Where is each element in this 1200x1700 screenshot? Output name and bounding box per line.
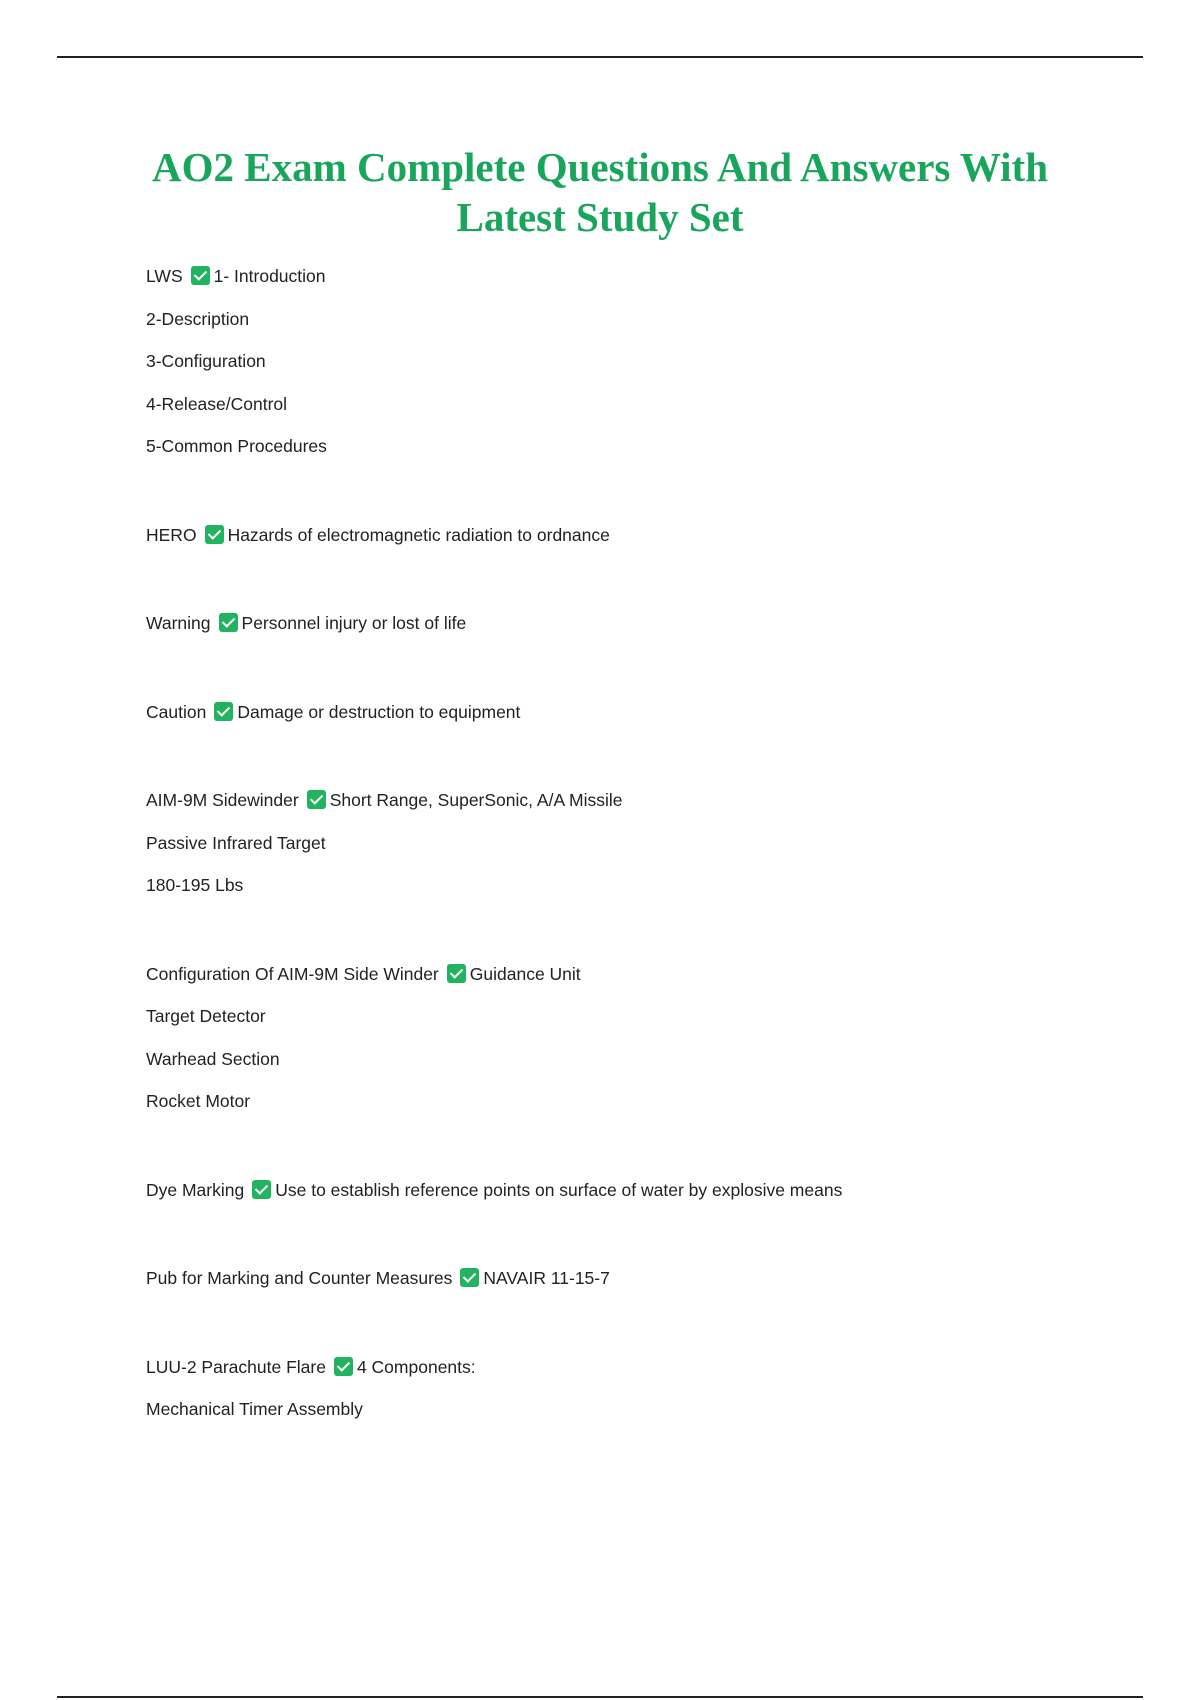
qa-answer: Personnel injury or lost of life (241, 613, 467, 633)
qa-extra-line: Target Detector (146, 1006, 266, 1026)
qa-extra-line: 180-195 Lbs (146, 875, 244, 895)
entry-gap (146, 1130, 1146, 1176)
check-box-icon (219, 613, 238, 632)
qa-answer: Use to establish reference points on surface of water by explosive means (275, 1179, 843, 1200)
qa-answer: Hazards of electromagnetic radiation to ordnance (227, 524, 610, 545)
header-rule (57, 56, 1143, 58)
check-box-icon (191, 266, 210, 285)
qa-list (146, 262, 1146, 1438)
qa-extra-line: Rocket Motor (146, 1091, 251, 1111)
qa-extra-line: 5-Common Procedures (146, 436, 327, 456)
qa-term: LUU-2 Parachute Flare (146, 1356, 326, 1377)
qa-answer: Damage or destruction to equipment (237, 701, 521, 722)
qa-entry (146, 609, 1146, 652)
check-box-icon (307, 790, 326, 809)
qa-line (146, 609, 1146, 652)
entry-gap (146, 475, 1146, 521)
qa-answer: NAVAIR 11-15-7 (483, 1268, 610, 1288)
check-box-icon (252, 1180, 271, 1199)
qa-entry (146, 786, 1146, 914)
entry-gap (146, 1218, 1146, 1264)
qa-answer: 4 Components: (356, 1356, 476, 1377)
qa-extra-line: 4-Release/Control (146, 393, 288, 414)
check-box-icon (460, 1268, 479, 1287)
qa-line (146, 521, 1146, 564)
qa-term: AIM-9M Sidewinder (146, 790, 299, 810)
qa-entry (146, 1353, 1146, 1438)
qa-term: Dye Marking (146, 1179, 245, 1200)
qa-line (146, 960, 1146, 1003)
qa-extra-line: 2-Description (146, 308, 250, 329)
qa-extra-line: Mechanical Timer Assembly (146, 1399, 363, 1419)
qa-entry (146, 960, 1146, 1130)
qa-line (146, 786, 1146, 829)
qa-line (146, 1176, 1146, 1219)
qa-line (146, 1353, 1146, 1396)
qa-term: Pub for Marking and Counter Measures (146, 1268, 453, 1288)
entry-gap (146, 914, 1146, 960)
qa-line (146, 1264, 1146, 1307)
check-box-icon (334, 1357, 353, 1376)
qa-entry (146, 1176, 1146, 1219)
qa-answer: Guidance Unit (469, 963, 581, 984)
qa-extra-line: Warhead Section (146, 1048, 280, 1069)
check-box-icon (447, 964, 466, 983)
qa-term: Caution (146, 701, 207, 722)
qa-answer: 1- Introduction (213, 266, 326, 286)
check-box-icon (205, 525, 224, 544)
qa-term: Warning (146, 613, 211, 633)
qa-entry (146, 698, 1146, 741)
qa-extra-line: Passive Infrared Target (146, 832, 326, 853)
check-box-icon (214, 702, 233, 721)
entry-gap (146, 740, 1146, 786)
qa-extra-line: 3-Configuration (146, 351, 266, 371)
qa-answer: Short Range, SuperSonic, A/A Missile (329, 790, 623, 810)
qa-term: LWS (146, 266, 183, 286)
qa-line (146, 698, 1146, 741)
entry-gap (146, 1307, 1146, 1353)
qa-entry (146, 1264, 1146, 1307)
entry-gap (146, 652, 1146, 698)
qa-entry (146, 262, 1146, 475)
entry-gap (146, 563, 1146, 609)
qa-term: HERO (146, 524, 197, 545)
document-title: AO2 Exam Complete Questions And Answers With Latest Study Set (151, 144, 1049, 240)
footer-rule (57, 1696, 1143, 1698)
qa-term: Configuration Of AIM-9M Side Winder (146, 963, 439, 984)
qa-line (146, 262, 1146, 305)
qa-entry (146, 521, 1146, 564)
